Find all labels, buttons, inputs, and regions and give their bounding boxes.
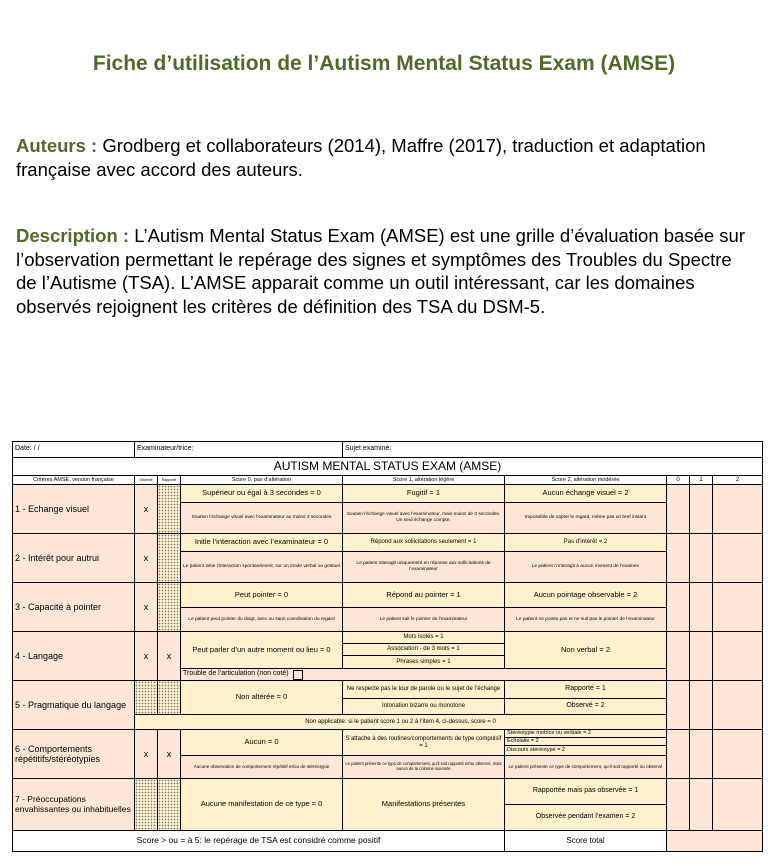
row5-score-cell-0[interactable] — [666, 680, 690, 730]
row6-score2-stereotypy: Stéréotypie motrice ou verbale = 2 — [504, 729, 667, 738]
row4-score-cell-1[interactable] — [689, 631, 713, 681]
articulation-checkbox[interactable] — [293, 670, 303, 680]
authors-label: Auteurs : — [16, 135, 98, 156]
header-score0: Score 0, pas d’altération — [180, 475, 343, 485]
row3-desc2: Le patient ne pointe pas et ne suit pas le pointer de l’examinateur — [504, 607, 667, 632]
row1-score-cell-0[interactable] — [666, 484, 690, 534]
row5-score2-reported: Rapporté = 1 — [504, 680, 667, 699]
row7-score1: Manifestations présentes — [342, 778, 505, 831]
row1-label: 1 - Echange visuel — [12, 484, 135, 534]
description-paragraph — [16, 224, 751, 318]
header-col-2: 2 — [712, 475, 763, 485]
row5-reported — [157, 680, 181, 715]
header-reported: Rapporté — [157, 475, 181, 485]
row7-score-cell-0[interactable] — [666, 778, 690, 831]
row1-score-cell-2[interactable] — [712, 484, 763, 534]
row5-score1-turn-taking: Ne respecte pas le tour de parole ou le sujet de l’échange — [342, 680, 505, 699]
description-label: Description : — [16, 225, 130, 246]
row5-score0: Non altérée = 0 — [180, 680, 343, 715]
row4-score1-word-association: Association - de 3 mots = 1 — [342, 643, 505, 656]
row2-score-cell-1[interactable] — [689, 533, 713, 583]
row5-score-cell-2[interactable] — [712, 680, 763, 730]
row2-desc1: Le patient interagit uniquement en réponse aux sollicitations de l’examinateur — [342, 551, 505, 583]
header-col-1: 1 — [689, 475, 713, 485]
articulation-label: Trouble de l’articulation (non coté) — [183, 670, 289, 678]
row5-score1-intonation: Intonation bizarre ou monotone — [342, 698, 505, 715]
row3-score-cell-2[interactable] — [712, 582, 763, 632]
header-observed: Observé — [134, 475, 158, 485]
row4-score1-simple-sentences: Phrases simples = 1 — [342, 655, 505, 669]
row6-score0: Aucun = 0 — [180, 729, 343, 756]
row1-score1: Fugitif = 1 — [342, 484, 505, 503]
row2-observed[interactable]: x — [134, 533, 158, 583]
row6-score-cell-2[interactable] — [712, 729, 763, 779]
form-title: AUTISM MENTAL STATUS EXAM (AMSE) — [12, 457, 763, 476]
row2-desc2: Le patient n’interagit à aucun moment de l’examen — [504, 551, 667, 583]
row4-score-cell-2[interactable] — [712, 631, 763, 681]
row6-score2-echolalia: Echolalie = 2 — [504, 737, 667, 746]
row3-score-cell-0[interactable] — [666, 582, 690, 632]
row6-observed[interactable]: x — [134, 729, 158, 779]
authors-paragraph — [16, 134, 751, 181]
row2-desc0: Le patient initie l’interaction spontanément, sur un mode verbal ou gestuel — [180, 551, 343, 583]
footer-total-label: Score total — [504, 830, 667, 852]
row6-score-cell-0[interactable] — [666, 729, 690, 779]
row1-reported — [157, 484, 181, 534]
amse-form-table — [12, 441, 763, 852]
row2-label: 2 - Intérêt pour autrui — [12, 533, 135, 583]
row2-reported — [157, 533, 181, 583]
row1-score0: Supérieur ou égal à 3 secondes = 0 — [180, 484, 343, 503]
row3-score2: Aucun pointage observable = 2 — [504, 582, 667, 608]
row6-score-cell-1[interactable] — [689, 729, 713, 779]
row6-desc1: Le patient présente ce type de comportement, qu’il soit rapporté et/ou observé, mais aucun de la colonne suivante — [342, 755, 505, 779]
date-field[interactable]: Date: / / — [12, 441, 135, 458]
row4-observed[interactable]: x — [134, 631, 158, 681]
row7-reported — [157, 778, 181, 831]
row6-desc0: Aucune observation de comportement répétitif et/ou de stéréotypie — [180, 755, 343, 779]
row6-score2-stereotyped-speech: Discours stéréotypé = 2 — [504, 745, 667, 756]
row5-label: 5 - Pragmatique du langage — [12, 680, 135, 730]
row3-score0: Peut pointer = 0 — [180, 582, 343, 608]
row3-score-cell-1[interactable] — [689, 582, 713, 632]
row6-desc2: Le patient présente ce type de comportement, qu’il soit rapporté ou observé — [504, 755, 667, 779]
row3-desc0: Le patient peut pointer du doigt, avec ou sans coordination du regard — [180, 607, 343, 632]
subject-field[interactable]: Sujet examiné: — [342, 441, 763, 458]
row5-score-cell-1[interactable] — [689, 680, 713, 730]
row3-observed[interactable]: x — [134, 582, 158, 632]
row7-score2-observed: Observée pendant l’examen = 2 — [504, 804, 667, 831]
row7-observed — [134, 778, 158, 831]
row7-score-cell-1[interactable] — [689, 778, 713, 831]
row2-score0: Initie l’interaction avec l’examinateur = 0 — [180, 533, 343, 552]
row1-score-cell-1[interactable] — [689, 484, 713, 534]
row7-score2-reported: Rapportée mais pas observée = 1 — [504, 778, 667, 805]
row3-score1: Répond au pointer = 1 — [342, 582, 505, 608]
row3-desc1: Le patient suit le pointer de l’examinateur — [342, 607, 505, 632]
row4-score2: Non verbal = 2 — [504, 631, 667, 669]
row1-observed[interactable]: x — [134, 484, 158, 534]
row2-score-cell-2[interactable] — [712, 533, 763, 583]
row1-desc0: Soutien l’échange visuel avec l’examinateur au moins 3 secondes — [180, 502, 343, 534]
row2-score1: Répond aux sollicitations seulement = 1 — [342, 533, 505, 552]
header-col-0: 0 — [666, 475, 690, 485]
total-score-field[interactable] — [666, 830, 763, 852]
row4-label: 4 - Langage — [12, 631, 135, 681]
row7-score-cell-2[interactable] — [712, 778, 763, 831]
row5-observed — [134, 680, 158, 715]
examiner-field[interactable]: Examinateur/trice: — [134, 441, 343, 458]
row1-desc1: Soutien l’échange visuel avec l’examinateur, mais moins de 3 secondes. Un seul échange compte. — [342, 502, 505, 534]
header-score1: Score 1, altération légère — [342, 475, 505, 485]
description-text: L’Autism Mental Status Exam (AMSE) est une grille d’évaluation basée sur l’observation permettant le repérage des signes et symptômes des Troubles du Spectre de l’Autisme (TSA). L’AMSE apparait comme un outil intéressant, car les domaines observés rejoignent les critères de définition des TSA du DSM-5. — [16, 225, 746, 317]
row4-reported[interactable]: x — [157, 631, 181, 681]
header-score2: Score 2, altération modérée — [504, 475, 667, 485]
row6-score1: S’attache à des routines/comportements de type compulsif = 1 — [342, 729, 505, 756]
row1-score2: Aucun échange visuel = 2 — [504, 484, 667, 503]
row4-score0: Peut parler d’un autre moment ou lieu = 0 — [180, 631, 343, 669]
row5-score2-observed: Observé = 2 — [504, 698, 667, 715]
row3-reported — [157, 582, 181, 632]
authors-text: Grodberg et collaborateurs (2014), Maffre (2017), traduction et adaptation française avec accord des auteurs. — [16, 135, 706, 180]
header-criteria: Critères AMSE, version française — [12, 475, 135, 485]
row4-score1-isolated-words: Mots isolés = 1 — [342, 631, 505, 644]
row2-score2: Pas d’intérêt = 2 — [504, 533, 667, 552]
page-title: Fiche d’utilisation de l’Autism Mental Status Exam (AMSE) — [92, 52, 676, 75]
row4-score-cell-0[interactable] — [666, 631, 690, 681]
row2-score-cell-0[interactable] — [666, 533, 690, 583]
row6-reported[interactable]: x — [157, 729, 181, 779]
row6-label: 6 - Comportements répétitifs/stéréotypies — [12, 729, 135, 779]
footer-rule: Score > ou = à 5: le repérage de TSA est considré comme positif — [12, 830, 505, 852]
row3-label: 3 - Capacité à pointer — [12, 582, 135, 632]
row5-not-applicable: Non applicable: si le patient score 1 ou 2 à l’item 4, ci-dessus, score = 0 — [134, 714, 667, 730]
row1-desc2: Impossible de capter le regard, même pas un bref instant — [504, 502, 667, 534]
row7-label: 7 - Préoccupations envahissantes ou inhabituelles — [12, 778, 135, 831]
row7-score0: Aucune manifestation de ce type = 0 — [180, 778, 343, 831]
